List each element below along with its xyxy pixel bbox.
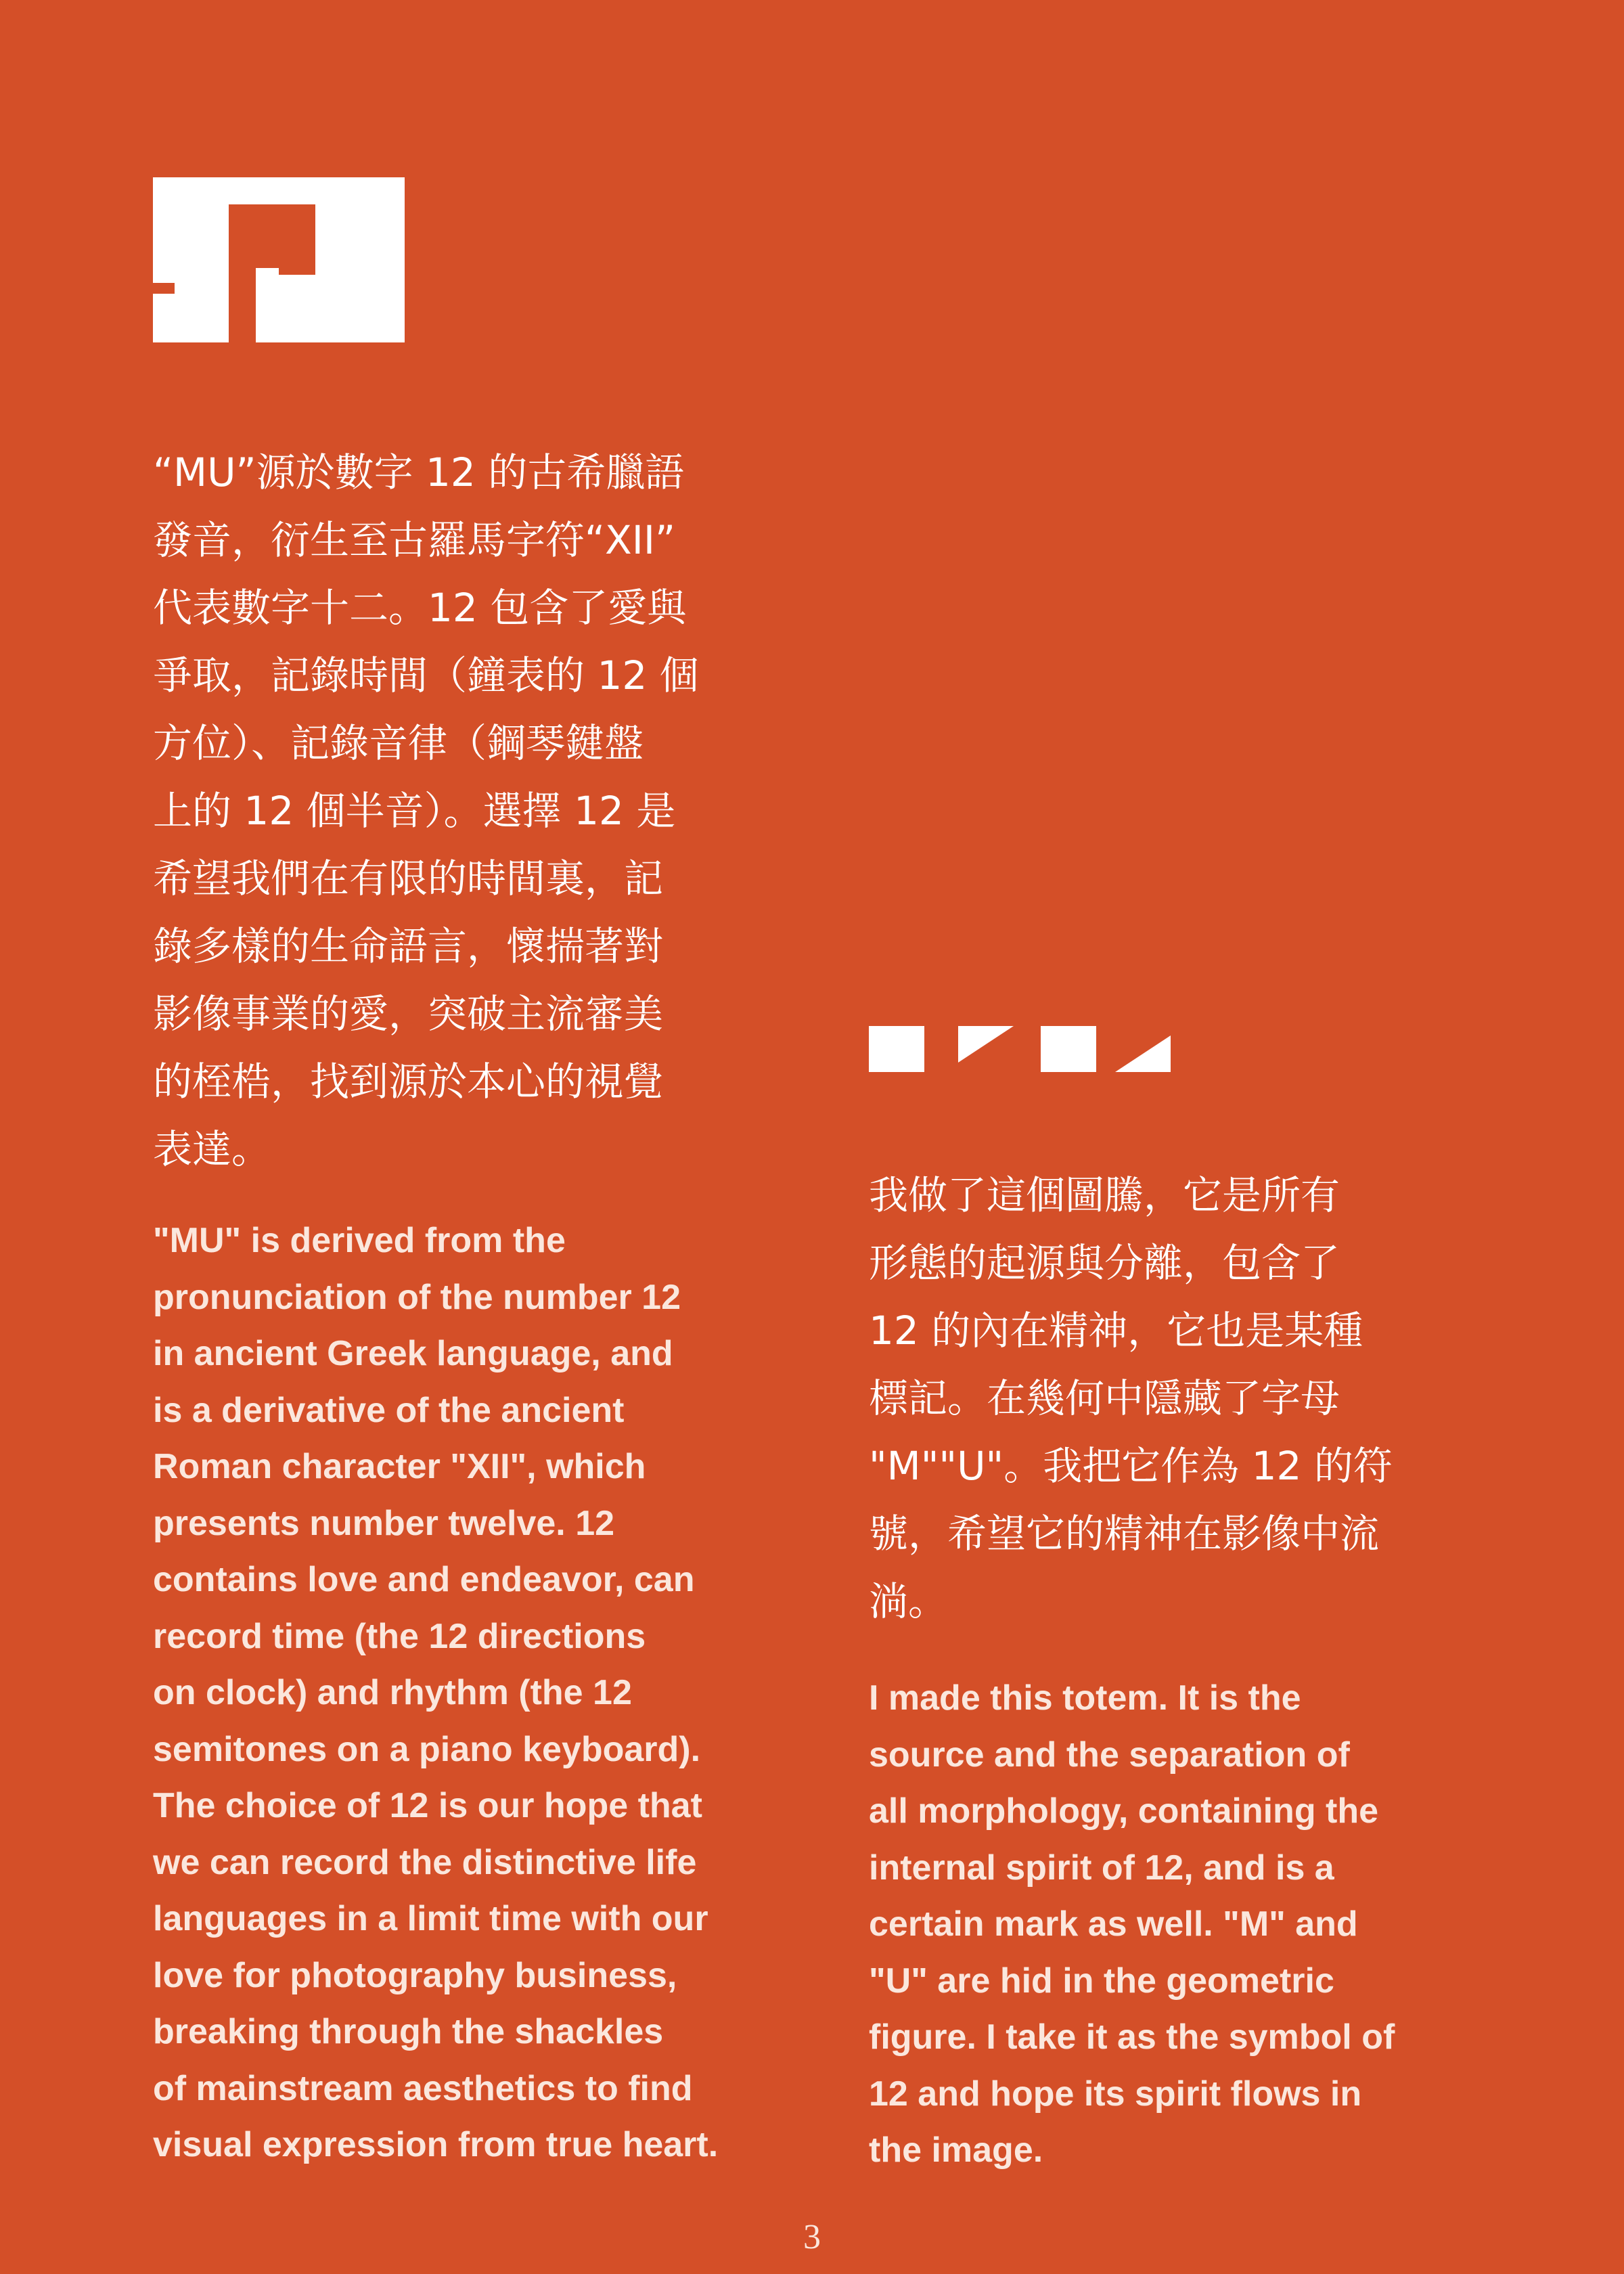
page-number: 3 [803, 2218, 821, 2256]
text-line: pronunciation of the number 12 [153, 1277, 681, 1317]
left-english-paragraph [153, 1213, 718, 2174]
square-icon [869, 1026, 924, 1072]
text-line: 表達。 [153, 1126, 271, 1172]
text-line: 12 and hope its spirit flows in [869, 2074, 1362, 2114]
text-line: 希望我們在有限的時間裏，記 [153, 855, 664, 901]
text-line: all morphology, containing the [869, 1791, 1379, 1831]
text-line: visual expression from true heart. [153, 2125, 719, 2164]
text-line: contains love and endeavor, can [153, 1560, 695, 1599]
triangle-icon [1115, 1035, 1171, 1072]
text-line: love for photography business, [153, 1955, 677, 1995]
text-line: in ancient Greek language, and [153, 1334, 673, 1373]
text-line: "M""U"。我把它作為 12 的符 [869, 1443, 1393, 1489]
right-english-paragraph [869, 1670, 1395, 2179]
text-line: Roman character "XII", which [153, 1447, 646, 1486]
text-line: The choice of 12 is our hope that [153, 1786, 702, 1825]
text-line: 的桎梏，找到源於本心的視覺 [153, 1058, 664, 1105]
text-line: on clock) and rhythm (the 12 [153, 1673, 632, 1712]
text-line: 淌。 [869, 1578, 948, 1624]
text-line: certain mark as well. "M" and [869, 1904, 1358, 1944]
text-line: of mainstream aesthetics to find [153, 2068, 693, 2108]
text-line: internal spirit of 12, and is a [869, 1848, 1334, 1888]
left-chinese-paragraph [153, 439, 699, 1183]
text-line: "U" are hid in the geometric [869, 1961, 1334, 2001]
text-line: 方位）、記錄音律（鋼琴鍵盤 [153, 720, 644, 766]
text-line: 發音，衍生至古羅馬字符“XII” [153, 517, 676, 563]
text-line: 爭取，記錄時間（鐘表的 12 個 [153, 652, 699, 698]
text-line: source and the separation of [869, 1735, 1350, 1775]
text-line: 上的 12 個半音）。選擇 12 是 [153, 788, 676, 834]
text-line: 12 的內在精神，它也是某種 [869, 1308, 1363, 1354]
text-line: 我做了這個圖騰，它是所有 [869, 1172, 1340, 1218]
text-line: "MU" is derived from the [153, 1221, 566, 1260]
mu-glyph-row [869, 1026, 1173, 1075]
square-icon [1041, 1026, 1096, 1072]
text-line: semitones on a piano keyboard). [153, 1729, 701, 1769]
text-line: we can record the distinctive life [153, 1842, 697, 1882]
text-line: 標記。在幾何中隱藏了字母 [869, 1375, 1340, 1421]
text-line: the image. [869, 2131, 1043, 2170]
mu-logo-icon [153, 177, 405, 342]
text-line: 形態的起源與分離，包含了 [869, 1240, 1340, 1286]
text-line: presents number twelve. 12 [153, 1503, 615, 1543]
wedge-icon [958, 1026, 1014, 1063]
right-chinese-paragraph [869, 1161, 1393, 1635]
text-line: 代表數字十二。12 包含了愛與 [153, 585, 687, 631]
text-line: breaking through the shackles [153, 2012, 664, 2051]
text-line: “MU”源於數字 12 的古希臘語 [153, 449, 685, 495]
text-line: is a derivative of the ancient [153, 1390, 625, 1430]
text-line: figure. I take it as the symbol of [869, 2017, 1395, 2057]
text-line: I made this totem. It is the [869, 1678, 1301, 1718]
text-line: languages in a limit time with our [153, 1899, 708, 1938]
text-line: 影像事業的愛，突破主流審美 [153, 991, 664, 1037]
text-line: 錄多樣的生命語言，懷揣著對 [153, 923, 664, 969]
text-line: 號，希望它的精神在影像中流 [869, 1511, 1380, 1557]
text-line: record time (the 12 directions [153, 1616, 646, 1656]
